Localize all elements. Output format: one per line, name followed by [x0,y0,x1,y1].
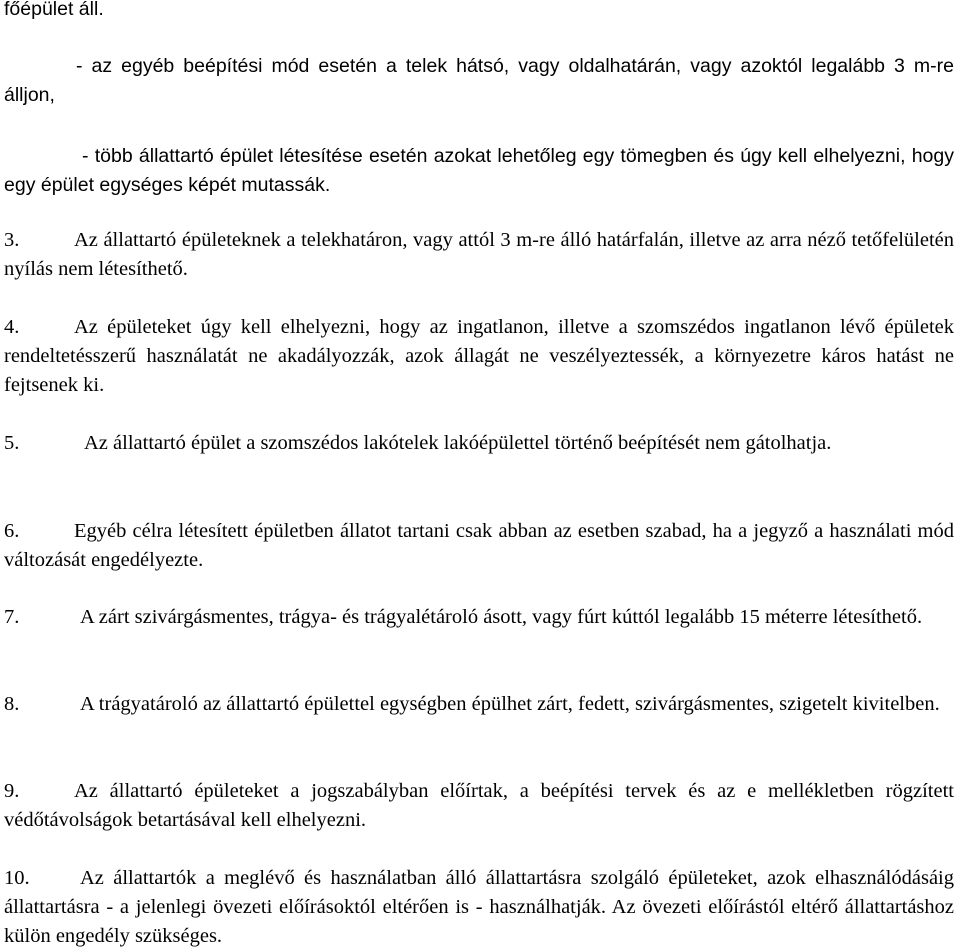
item-10 [4,864,954,951]
item-9 [4,777,954,835]
item-5-number: 5. [4,432,20,454]
item-6-text: Egyéb célra létesített épületben állatot tartani csak abban az esetben szabad, ha a jegyző a használati mód változását engedélyezte. [4,520,954,571]
item-7 [4,603,954,632]
item-7-text: A zárt szivárgásmentes, trágya- és trágyalétároló ásott, vagy fúrt kúttól legalább 15 méterre létesíthető. [80,606,923,628]
item-9-number: 9. [4,780,20,802]
item-3-number: 3. [4,229,20,251]
item-5 [4,429,954,458]
item-8 [4,690,954,719]
item-5-text: Az állattartó épület a szomszédos lakótelek lakóépülettel történő beépítését nem gátolhatja. [84,432,832,454]
bullet-1 [4,52,954,110]
bullet-2 [4,142,954,200]
item-6 [4,517,954,575]
bullet-2-text: - több állattartó épület létesítése esetén azokat lehetőleg egy tömegben és úgy kell elhelyezni, hogy egy épület egységes képét mutassák. [4,145,954,196]
item-10-text: Az állattartók a meglévő és használatban álló állattartásra szolgáló épületeket, azok elhasználódásáig állattartásra - a jelenlegi övezeti előírásoktól eltérően is - használhatják. Az övezeti előírástól eltérő állattartáshoz külön engedély szükséges. [4,867,954,947]
item-3 [4,226,954,284]
line-top-text: főépület áll. [4,0,104,20]
item-9-text: Az állattartó épületeket a jogszabályban előírtak, a beépítési tervek és az e mellékletben rögzített védőtávolságok betartásával kell elhelyezni. [4,780,954,831]
item-4-number: 4. [4,316,20,338]
bullet-1-text: - az egyéb beépítési mód esetén a telek hátsó, vagy oldalhatárán, vagy azoktól legalább 3 m-re álljon, [4,55,954,106]
line-top [4,0,954,24]
item-3-text: Az állattartó épületeknek a telekhatáron, vagy attól 3 m-re álló határfalán, illetve az arra néző tetőfelületén nyílás nem létesíthető. [4,229,954,280]
item-8-number: 8. [4,693,20,715]
item-10-number: 10. [4,867,30,889]
item-8-text: A trágyatároló az állattartó épülettel egységben épülhet zárt, fedett, szivárgásmentes, szigetelt kivitelben. [80,693,940,715]
item-6-number: 6. [4,520,20,542]
item-4 [4,313,954,400]
item-7-number: 7. [4,606,20,628]
item-4-text: Az épületeket úgy kell elhelyezni, hogy az ingatlanon, illetve a szomszédos ingatlanon lévő épületek rendeltetésszerű használatát ne akadályozzák, azok állagát ne veszélyeztessék, a környezetre káros hatást ne fejtsenek ki. [4,316,954,396]
